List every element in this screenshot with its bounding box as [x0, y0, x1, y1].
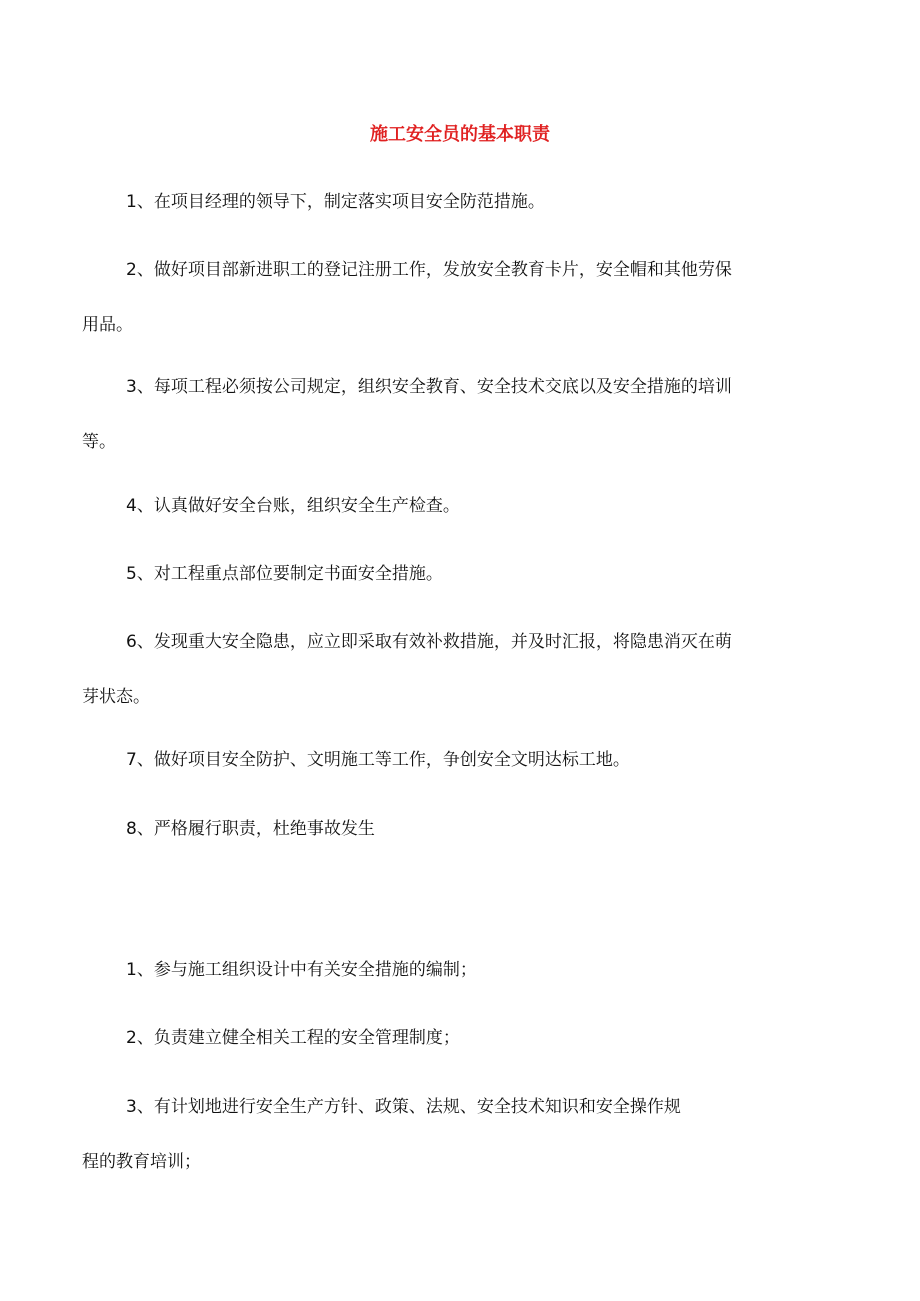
duty-line-continued: 等。: [82, 432, 116, 452]
duty-item-1: [82, 188, 842, 216]
duty-line: 5、对工程重点部位要制定书面安全措施。: [126, 564, 443, 584]
duty-line: 3、有计划地进行安全生产方针、政策、法规、安全技术知识和安全操作规: [126, 1097, 681, 1117]
duty-line: 4、认真做好安全台账，组织安全生产检查。: [126, 496, 460, 516]
duty-line: 2、负责建立健全相关工程的安全管理制度；: [126, 1028, 460, 1048]
duty-item-6: [82, 628, 842, 711]
duty-item-11: [82, 1093, 842, 1176]
duty-item-7: [82, 746, 842, 774]
duty-line: 6、发现重大安全隐患，应立即采取有效补救措施，并及时汇报，将隐患消灭在萌: [126, 632, 732, 652]
duty-line: 8、严格履行职责，杜绝事故发生: [126, 819, 375, 839]
duty-line: 7、做好项目安全防护、文明施工等工作，争创安全文明达标工地。: [126, 750, 630, 770]
duty-item-5: [82, 560, 842, 588]
duty-line: 1、参与施工组织设计中有关安全措施的编制；: [126, 960, 477, 980]
duty-item-4: [82, 492, 842, 520]
duty-item-9: [82, 956, 842, 984]
duty-line-continued: 程的教育培训；: [82, 1152, 201, 1172]
duty-line: 2、做好项目部新进职工的登记注册工作，发放安全教育卡片，安全帽和其他劳保: [126, 260, 732, 280]
duty-item-8: [82, 815, 842, 843]
duty-item-2: [82, 256, 842, 339]
duty-line-continued: 用品。: [82, 315, 133, 335]
document-title: 施工安全员的基本职责: [370, 124, 550, 145]
duty-line: 1、在项目经理的领导下，制定落实项目安全防范措施。: [126, 192, 545, 212]
duty-item-10: [82, 1024, 842, 1052]
duty-line-continued: 芽状态。: [82, 687, 150, 707]
duty-item-3: [82, 373, 842, 456]
duty-line: 3、每项工程必须按公司规定，组织安全教育、安全技术交底以及安全措施的培训: [126, 377, 732, 397]
